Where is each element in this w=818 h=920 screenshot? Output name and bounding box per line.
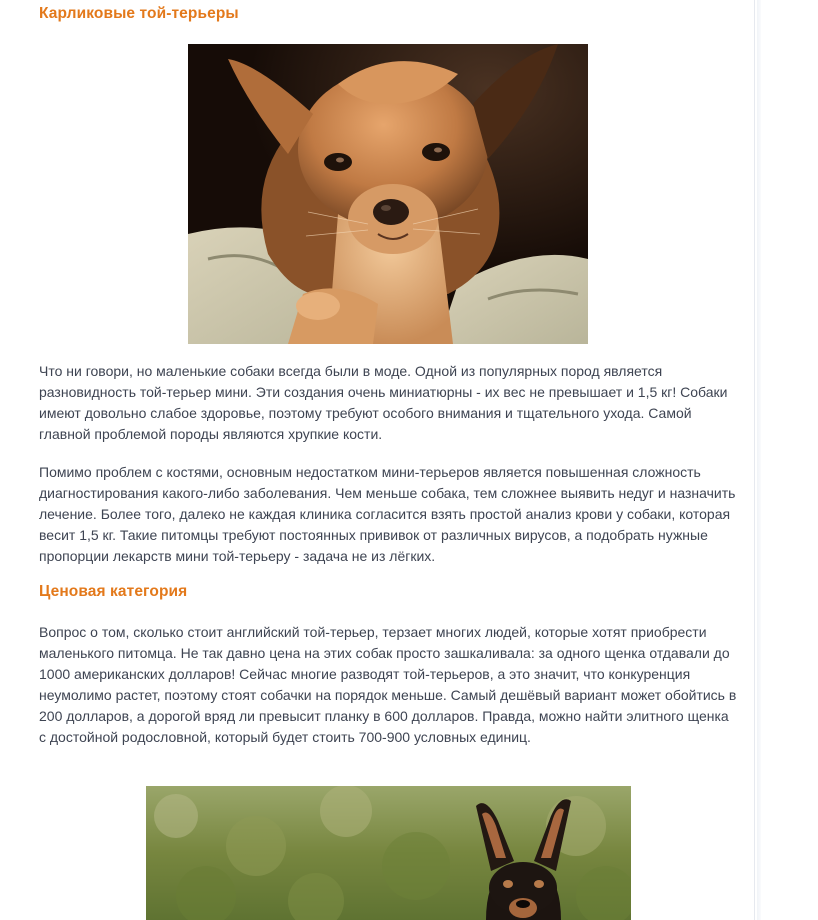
- column-divider-shade: [757, 0, 761, 920]
- column-divider: [754, 0, 755, 920]
- puppy-photo: [188, 44, 588, 344]
- section-heading-dwarf-toy-terriers: Карликовые той-терьеры: [39, 5, 239, 22]
- paragraph-health: Помимо проблем с костями, основным недостатком мини-терьеров является повышенная сложность диагностирования какого-либо заболевания. Чем меньше собака, тем сложнее выявить недуг и назначить лечение. Более того, далеко не каждая клиника согласится взять простой анализ крови у собаки, которая весит 1,5 кг. Такие питомцы требуют постоянных прививок от различных вирусов, а подобрать нужные пропорции лекарств мини той-терьеру - задача не из лёгких.: [39, 464, 736, 564]
- terrier-on-grass-photo: [146, 786, 631, 920]
- paragraph-price: Вопрос о том, сколько стоит английский той-терьер, терзает многих людей, которые хотят приобрести маленького питомца. Не так давно цена на этих собак просто зашкаливала: за одного щенка отдавали до 1000 американских долларов! Сейчас многие разводят той-терьеров, а это значит, что конкуренция неумолимо растет, поэтому стоят собачки на порядок меньше. Самый дешёвый вариант может обойтись в 200 долларов, а дорогой вряд ли превысит планку в 600 долларов. Правда, можно найти элитного щенка с достойной родословной, который будет стоить 700-900 условных единиц.: [39, 624, 737, 745]
- paragraph-intro: Что ни говори, но маленькие собаки всегда были в моде. Одной из популярных пород является разновидность той-терьер мини. Эти создания очень миниатюрны - их вес не превышает и 1,5 кг! Собаки имеют довольно слабое здоровье, поэтому требуют особого внимания и тщательного ухода. Самой главной проблемой породы являются хрупкие кости.: [39, 363, 728, 442]
- section-heading-price-category: Ценовая категория: [39, 583, 188, 600]
